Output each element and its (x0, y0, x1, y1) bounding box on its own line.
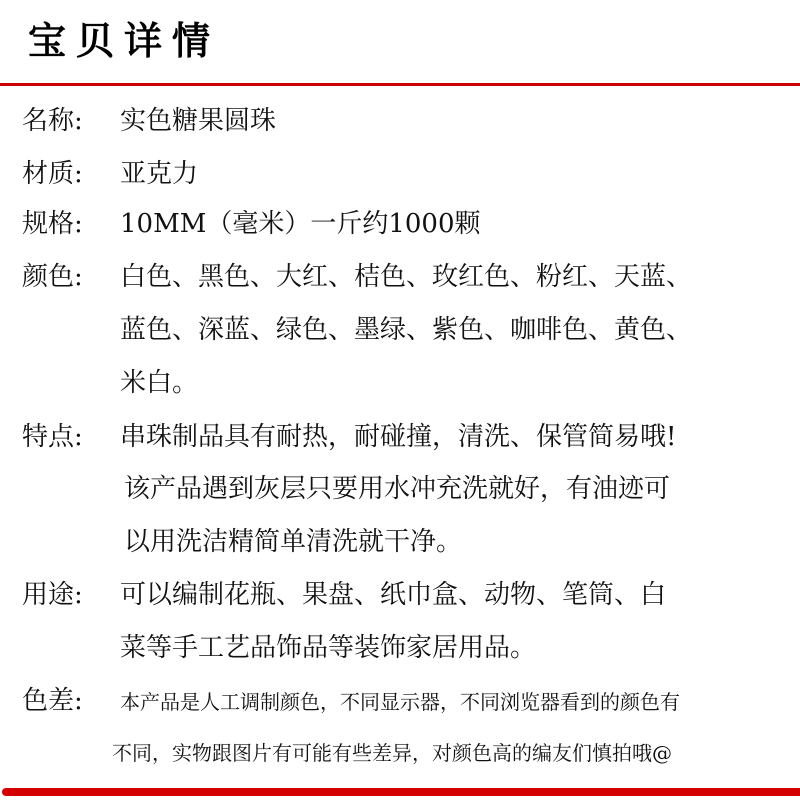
detail-value-line: 以用洗洁精简单清洗就干净。 (124, 527, 463, 557)
footer-divider (2, 788, 800, 796)
detail-value-line: 蓝色、深蓝、绿色、墨绿、紫色、咖啡色、黄色、 (120, 315, 693, 345)
detail-row-material (22, 159, 198, 189)
detail-row-name (22, 106, 276, 136)
detail-label: 颜色: (22, 262, 83, 292)
detail-value: 实色糖果圆珠 (120, 106, 277, 136)
detail-value-line: 不同，实物跟图片有可能有些差异，对颜色高的编友们慎拍哦@ (112, 741, 672, 765)
detail-row-color (22, 262, 692, 292)
detail-value-line: 本产品是人工调制颜色，不同显示器，不同浏览器看到的颜色有 (120, 690, 680, 714)
detail-label: 材质: (22, 159, 83, 189)
page-header (0, 0, 800, 86)
detail-value-line: 该产品遇到灰层只要用水冲充洗就好，有油迹可 (124, 474, 671, 504)
detail-row-spec (22, 209, 481, 239)
detail-label: 特点: (22, 422, 83, 452)
detail-row-feature (22, 422, 676, 452)
detail-value-line: 菜等手工艺品饰品等装饰家居用品。 (120, 633, 537, 663)
page-title: 宝贝详情 (28, 19, 221, 63)
detail-row-color-diff (22, 686, 680, 717)
detail-value: 10MM（毫米）一斤约1000颗 (120, 209, 481, 239)
detail-value-line: 串珠制品具有耐热，耐碰撞，清洗、保管简易哦! (120, 422, 677, 452)
header-divider (0, 83, 800, 86)
detail-value: 亚克力 (120, 159, 199, 189)
detail-row-usage (22, 580, 666, 610)
detail-value-line: 可以编制花瓶、果盘、纸巾盒、动物、笔筒、白 (120, 580, 667, 610)
detail-label: 色差: (22, 686, 83, 716)
detail-label: 名称: (22, 106, 83, 136)
detail-value-line: 米白。 (120, 368, 199, 398)
detail-value-line: 白色、黑色、大红、桔色、玫红色、粉红、天蓝、 (120, 262, 693, 292)
detail-label: 规格: (22, 209, 83, 239)
detail-label: 用途: (22, 580, 83, 610)
